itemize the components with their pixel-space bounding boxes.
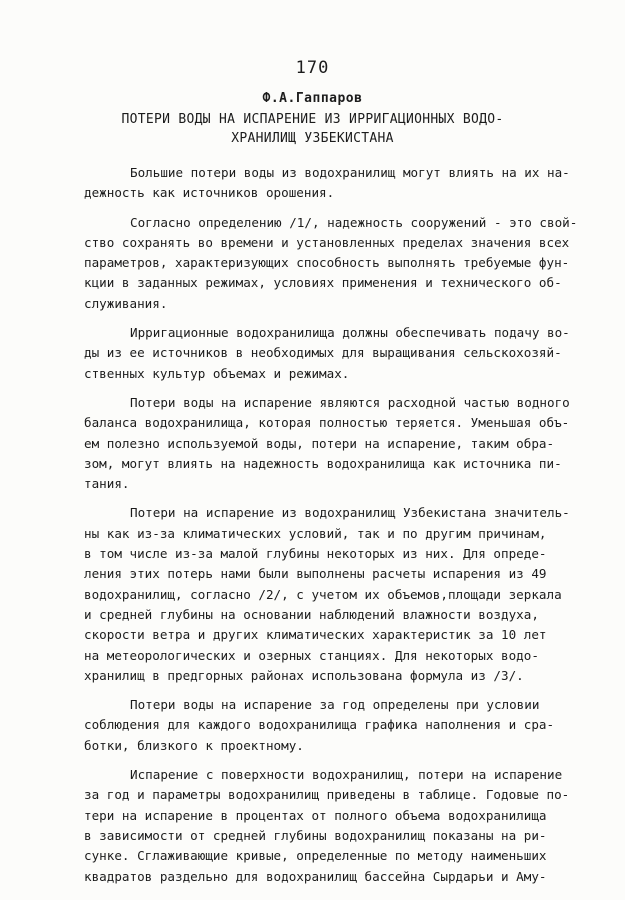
- paragraph-first-line: Большие потери воды из водохранилищ могут влиять на их на-: [130, 165, 570, 180]
- page-number: 170: [295, 58, 330, 78]
- paragraph-line: в том числе из-за малой глубины некоторых из них. Для опреде-: [84, 546, 547, 562]
- paragraph-first-line: Потери на испарение из водохранилищ Узбекистана значитель-: [130, 505, 570, 521]
- paragraph-line: и средней глубины на основании наблюдений влажности воздуха,: [84, 606, 539, 622]
- paragraph-line: хранилищ в предгорных районах использована формула из /3/.: [84, 667, 524, 683]
- paragraph-line: служивания.: [84, 295, 168, 311]
- paragraph-line: кции в заданных режимах, условиях применения и технического об-: [84, 275, 562, 291]
- article-title: [0, 110, 625, 148]
- paragraph-line: за год и параметры водохранилищ приведены в таблице. Годовые по-: [84, 787, 570, 803]
- paragraph-line: соблюдения для каждого водохранилища графика наполнения и сра-: [84, 717, 555, 733]
- paragraph-line: баланса водохранилища, которая полностью теряется. Уменьшая объ-: [84, 415, 570, 431]
- paragraph-line: квадратов раздельно для водохранилищ бассейна Сырдарьи и Аму-: [84, 868, 547, 884]
- paragraph-line: параметров, характеризующих способность выполнять требуемые фун-: [84, 255, 570, 271]
- paragraph-line: ды из ее источников в необходимых для выращивания сельскохозяй-: [84, 345, 562, 361]
- paragraph-line: ботки, близкого к проектному.: [84, 737, 304, 753]
- paragraph-first-line: Согласно определению /1/, надежность сооружений - это свой-: [130, 214, 578, 230]
- paragraph-line: ем полезно используемой воды, потери на испарение, таким обра-: [84, 435, 555, 451]
- paragraph-line: сунке. Сглаживающие кривые, определенные по методу наименьших: [84, 848, 547, 864]
- author-name: Ф.А.Гаппаров: [262, 91, 363, 106]
- article-body: [84, 163, 596, 887]
- paragraph-line: тери на испарение в процентах от полного объема водохранилища: [84, 807, 547, 823]
- paragraph-first-line: Испарение с поверхности водохранилищ, потери на испарение: [130, 767, 563, 783]
- title-line: ПОТЕРИ ВОДЫ НА ИСПАРЕНИЕ ИЗ ИРРИГАЦИОННЫХ ВОДО-: [121, 112, 504, 127]
- paragraph-line: ны как из-за климатических условий, так и по другим причинам,: [84, 525, 547, 541]
- paragraph-line: на метеорологических и озерных станциях. Для некоторых водо-: [84, 647, 539, 663]
- paragraph-first-line: Ирригационные водохранилища должны обеспечивать подачу во-: [130, 325, 570, 341]
- paragraph-first-line: Потери воды на испарение за год определены при условии: [130, 697, 540, 713]
- paragraph-line: ления этих потерь нами были выполнены расчеты испарения из 49: [84, 566, 547, 582]
- title-line: ХРАНИЛИЩ УЗБЕКИСТАНА: [231, 131, 394, 146]
- paragraph-line: ство сохранять во времени и установленных пределах значения всех: [84, 234, 570, 250]
- paragraph-line: ственных культур объемах и режимах.: [84, 365, 350, 381]
- paragraph-line: в зависимости от средней глубины водохранилищ показаны на ри-: [84, 827, 547, 843]
- paragraph-line: скорости ветра и других климатических характеристик за 10 лет: [84, 627, 547, 643]
- paragraph-line: водохранилищ, согласно /2/, с учетом их объемов,площади зеркала: [84, 586, 562, 602]
- paragraph-line: дежность как источников орошения.: [84, 185, 335, 201]
- paragraph-line: тания.: [84, 476, 130, 492]
- paragraph-line: зом, могут влиять на надежность водохранилища как источника пи-: [84, 455, 562, 471]
- paragraph-first-line: Потери воды на испарение являются расходной частью водного: [130, 394, 570, 410]
